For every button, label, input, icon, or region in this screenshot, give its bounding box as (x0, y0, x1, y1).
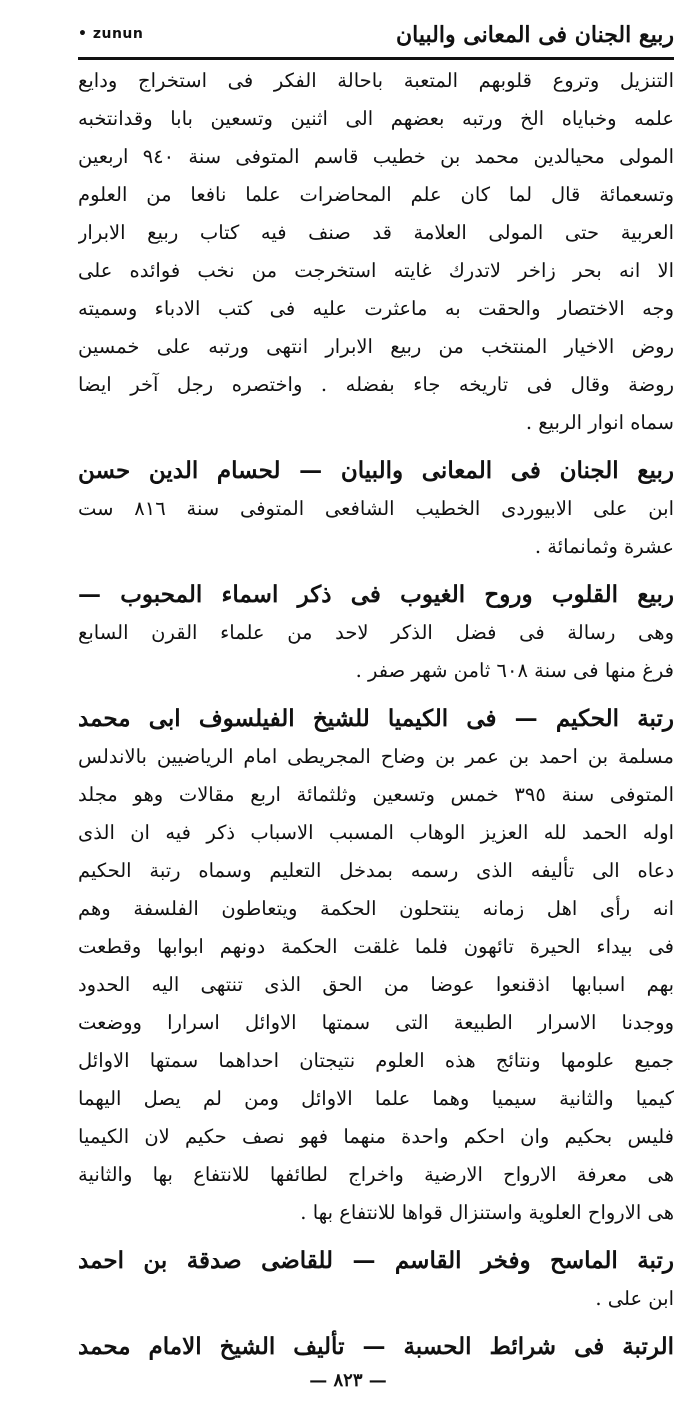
bibliography-entry (78, 576, 674, 690)
text-line: سماه انوار الربيع . (525, 411, 674, 434)
block-gap (78, 1318, 674, 1328)
bibliography-entry (78, 452, 674, 566)
paragraph (78, 62, 674, 442)
text-line: فليس بحكيم وان احكم واحدة منهما فهو نصف حكيم لان الكيميا (78, 1125, 674, 1148)
text-line: هى الارواح العلوية واستنزال قواها للانتفاع بها . (300, 1201, 674, 1224)
running-title: ربيع الجنان فى المعانى والبيان (396, 22, 674, 48)
text-line: وجه الاختصار والحقت به ماعثرت عليه فى كتب الادباء وسميته (78, 297, 674, 320)
text-line: بهم اسبابها اذقنعوا عوضا من الحق الذى تنتهى اليه الحدود (78, 973, 674, 996)
text-line: ربيع القلوب وروح الغيوب فى ذكر اسماء المحبوب — (78, 581, 674, 608)
block-gap (78, 442, 674, 452)
text-line: دعاه الى تأليفه الذى رسمه بمدخل التعليم وسماه رتبة الحكيم (78, 859, 674, 882)
text-line: اوله الحمد لله العزيز الوهاب المسبب الاسباب ذكر فيه ان الذى (78, 821, 674, 844)
bibliography-entry (78, 700, 674, 1232)
page-body (78, 62, 674, 1366)
text-line: علمه وخباياه الخ ورتبه بعضهم الى اثنين وتسعين بابا وقدانتخبه (78, 107, 674, 130)
text-line: كيميا والثانية سيميا وهما علما الاوائل ومن لم يصل اليهما (78, 1087, 674, 1110)
text-line: عشرة وثمانمائة . (534, 535, 674, 558)
text-line: ابن على . (595, 1287, 674, 1310)
watermark: • zunun (78, 26, 144, 42)
text-line: التنزيل وتروع قلوبهم المتعبة باحالة الفكر فى استخراج ودايع (78, 69, 674, 92)
text-line: وهى رسالة فى فضل الذكر لاحد من علماء القرن السابع (78, 621, 674, 644)
block-gap (78, 690, 674, 700)
block-gap (78, 566, 674, 576)
bibliography-entry (78, 1242, 674, 1318)
text-line: الا انه بحر زاخر لاتدرك غايته استخرجت من نخب فوائده على (78, 259, 674, 282)
text-line: فرغ منها فى سنة ٦٠٨ ثامن شهر صفر . (355, 659, 674, 682)
block-gap (78, 1232, 674, 1242)
bibliography-entry (78, 1328, 674, 1366)
text-line: ربيع الجنان فى المعانى والبيان — لحسام الدين حسن (78, 457, 674, 484)
text-line: رتبة الماسح وفخر القاسم — للقاضى صدقة بن احمد (78, 1247, 674, 1274)
text-line: هى معرفة الارواح الارضية واخراج لطائفها للانتفاع بها والثانية (78, 1163, 674, 1186)
text-line: ووجدنا الاسرار الطبيعة التى سمتها الاوائل اسرارا ووضعت (78, 1011, 674, 1034)
text-line: وتسعمائة قال لما كان علم المحاضرات علما نافعا من العلوم (78, 183, 674, 206)
text-line: المتوفى سنة ٣٩٥ خمس وتسعين وثلثمائة اربع مقالات وهو مجلد (78, 783, 674, 806)
text-line: رتبة الحكيم — فى الكيميا للشيخ الفيلسوف ابى محمد (78, 705, 674, 732)
page-number: — ٨٢٣ — (309, 1370, 387, 1391)
text-line: انه رأى اهل زمانه ينتحلون الحكمة ويتعاطون الفلسفة وهم (78, 897, 674, 920)
header-rule (78, 57, 674, 60)
text-line: روض الاخيار المنتخب من ربيع الابرار انتهى ورتبه على خمسين (78, 335, 674, 358)
text-line: مسلمة بن احمد بن عمر بن وضاح المجريطى امام الرياضيين بالاندلس (78, 745, 674, 768)
text-line: المولى محيالدين محمد بن خطيب قاسم المتوفى سنة ٩٤٠ اربعين (78, 145, 674, 168)
text-line: الرتبة فى شرائط الحسبة — تأليف الشيخ الامام محمد (78, 1333, 674, 1360)
text-line: العربية حتى المولى العلامة قد صنف فيه كتاب ربيع الابرار (78, 221, 674, 244)
text-line: جميع علومها ونتائج هذه العلوم نتيجتان احداهما سمتها الاوائل (78, 1049, 674, 1072)
page-header (78, 20, 674, 60)
text-line: ابن على الابيوردى الخطيب الشافعى المتوفى سنة ٨١٦ ست (78, 497, 674, 520)
text-line: روضة وقال فى تاريخه جاء بفضله . واختصره رجل آخر ايضا (78, 373, 674, 396)
text-line: فى بيداء الحيرة تائهون فلما غلقت الحكمة دونهم ابوابها وقطعت (78, 935, 674, 958)
